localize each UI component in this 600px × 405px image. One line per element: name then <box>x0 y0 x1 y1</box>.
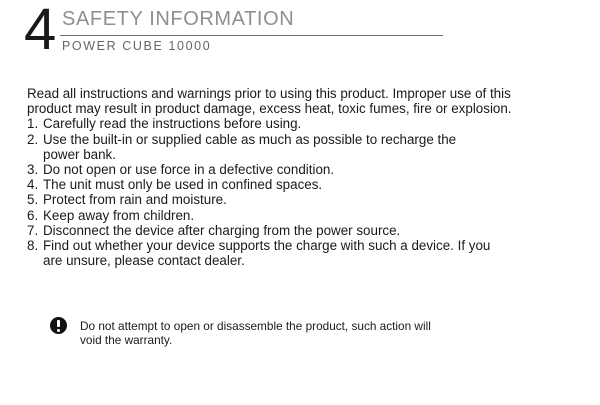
instruction-text: Find out whether your device supports the charge with such a device. If you <box>43 238 491 254</box>
instruction-text: Carefully read the instructions before using. <box>43 116 302 132</box>
instruction-item <box>27 223 592 238</box>
instruction-text: Use the built-in or supplied cable as much as possible to recharge the <box>43 131 457 147</box>
instruction-item <box>27 177 592 192</box>
instruction-text: Protect from rain and moisture. <box>43 192 227 208</box>
instruction-text: Disconnect the device after charging from the power source. <box>43 222 401 238</box>
instruction-number: 7. <box>27 222 39 238</box>
instruction-item <box>27 162 592 177</box>
product-name: POWER CUBE 10000 <box>62 39 212 53</box>
intro-paragraph <box>27 86 592 116</box>
instruction-text: The unit must only be used in confined spaces. <box>43 177 323 193</box>
instruction-item <box>27 192 592 207</box>
section-number: 4 <box>24 0 55 62</box>
instruction-text: Do not open or use force in a defective condition. <box>43 162 335 178</box>
instruction-text: are unsure, please contact dealer. <box>43 253 245 269</box>
safety-instructions <box>27 86 592 268</box>
instruction-item <box>27 208 592 223</box>
intro-line: product may result in product damage, excess heat, toxic fumes, fire or explosion. <box>27 101 512 117</box>
instruction-number: 2. <box>27 131 39 147</box>
instruction-number: 4. <box>27 177 39 193</box>
warning-text <box>80 319 431 347</box>
warning-line: Do not attempt to open or disassemble the product, such action will <box>80 319 431 333</box>
header-divider <box>60 35 443 36</box>
instruction-text: Keep away from children. <box>43 207 195 223</box>
instruction-number: 8. <box>27 238 39 254</box>
instruction-number: 1. <box>27 116 39 132</box>
instruction-item <box>27 116 592 131</box>
instruction-item <box>27 132 592 162</box>
instruction-item <box>27 238 592 268</box>
section-title: SAFETY INFORMATION <box>62 8 295 30</box>
instruction-number: 6. <box>27 207 39 223</box>
instruction-number: 3. <box>27 162 39 178</box>
instruction-text: power bank. <box>43 146 116 162</box>
exclamation-circle-icon <box>50 317 67 334</box>
intro-line: Read all instructions and warnings prior to using this product. Improper use of this <box>27 86 511 101</box>
instruction-list <box>27 116 592 268</box>
instruction-number: 5. <box>27 192 39 208</box>
warning-line: void the warranty. <box>80 333 173 347</box>
